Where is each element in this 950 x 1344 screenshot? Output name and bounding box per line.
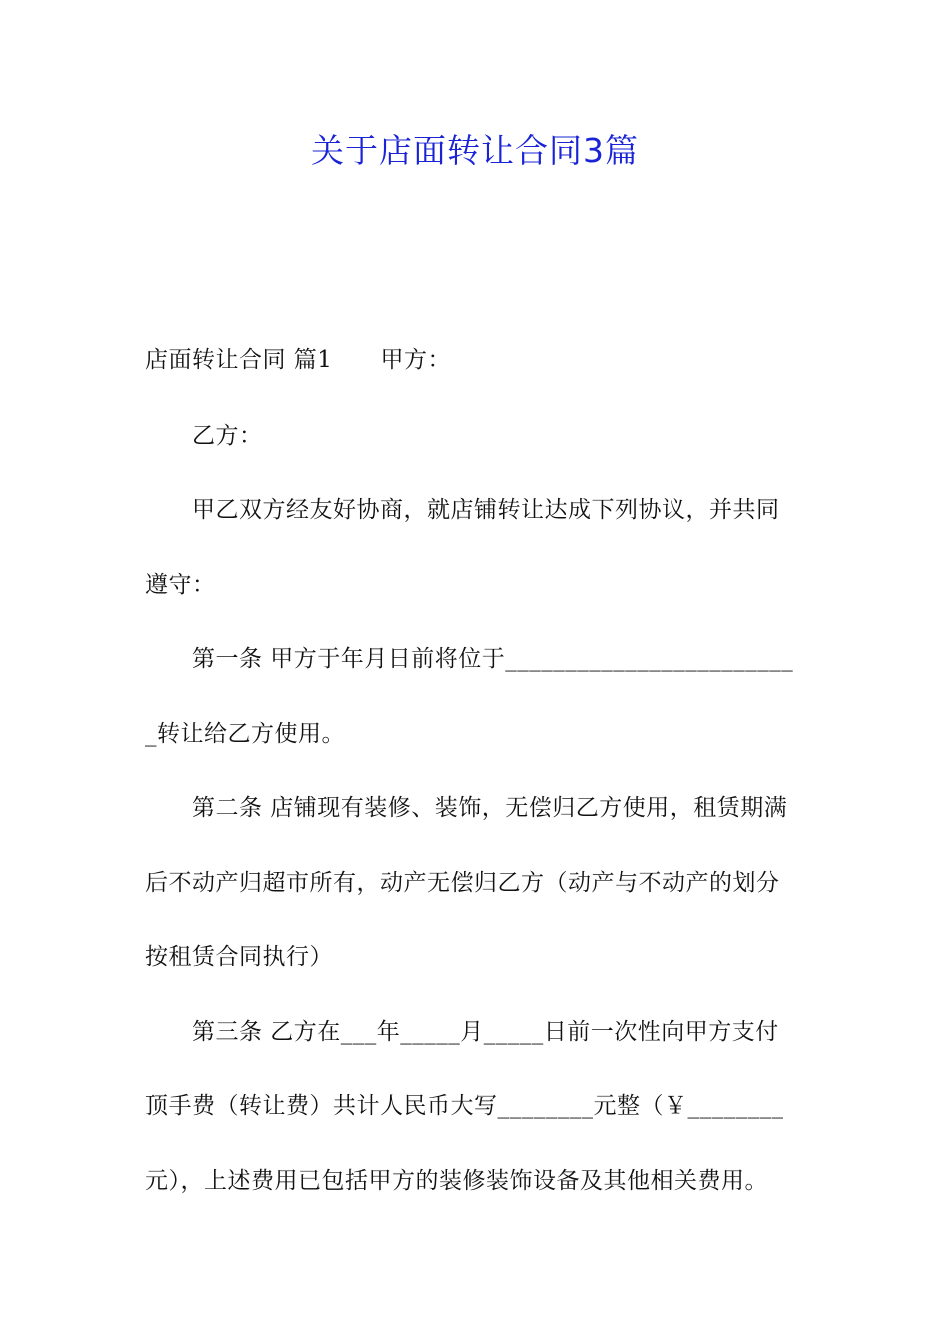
contract-heading-line <box>145 344 451 376</box>
article-2-line-1: 第二条 店铺现有装修、装饰，无偿归乙方使用，租赁期满 <box>192 795 788 821</box>
article-1-line-2: _转让给乙方使用。 <box>145 721 345 747</box>
article-3-line-3: 元），上述费用已包括甲方的装修装饰设备及其他相关费用。 <box>145 1168 768 1194</box>
party-b-label: 乙方： <box>192 423 263 449</box>
article-1-line-1: 第一条 甲方于年月日前将位于________________________ <box>192 646 794 672</box>
article-3-line-1: 第三条 乙方在___年_____月_____日前一次性向甲方支付 <box>192 1019 779 1045</box>
article-2-line-2: 后不动产归超市所有，动产无偿归乙方（动产与不动产的划分 <box>145 870 780 896</box>
article-3-line-2: 顶手费（转让费）共计人民币大写________元整（￥________ <box>145 1093 784 1119</box>
paragraph-intro-line-2: 遵守： <box>145 572 216 598</box>
party-a-label: 甲方： <box>380 347 451 373</box>
contract-heading: 店面转让合同 篇1 <box>145 347 333 373</box>
paragraph-intro-line-1: 甲乙双方经友好协商，就店铺转让达成下列协议，并共同 <box>192 497 780 523</box>
article-2-line-3: 按租赁合同执行） <box>145 944 333 970</box>
document-title: 关于店面转让合同3篇 <box>311 131 639 170</box>
